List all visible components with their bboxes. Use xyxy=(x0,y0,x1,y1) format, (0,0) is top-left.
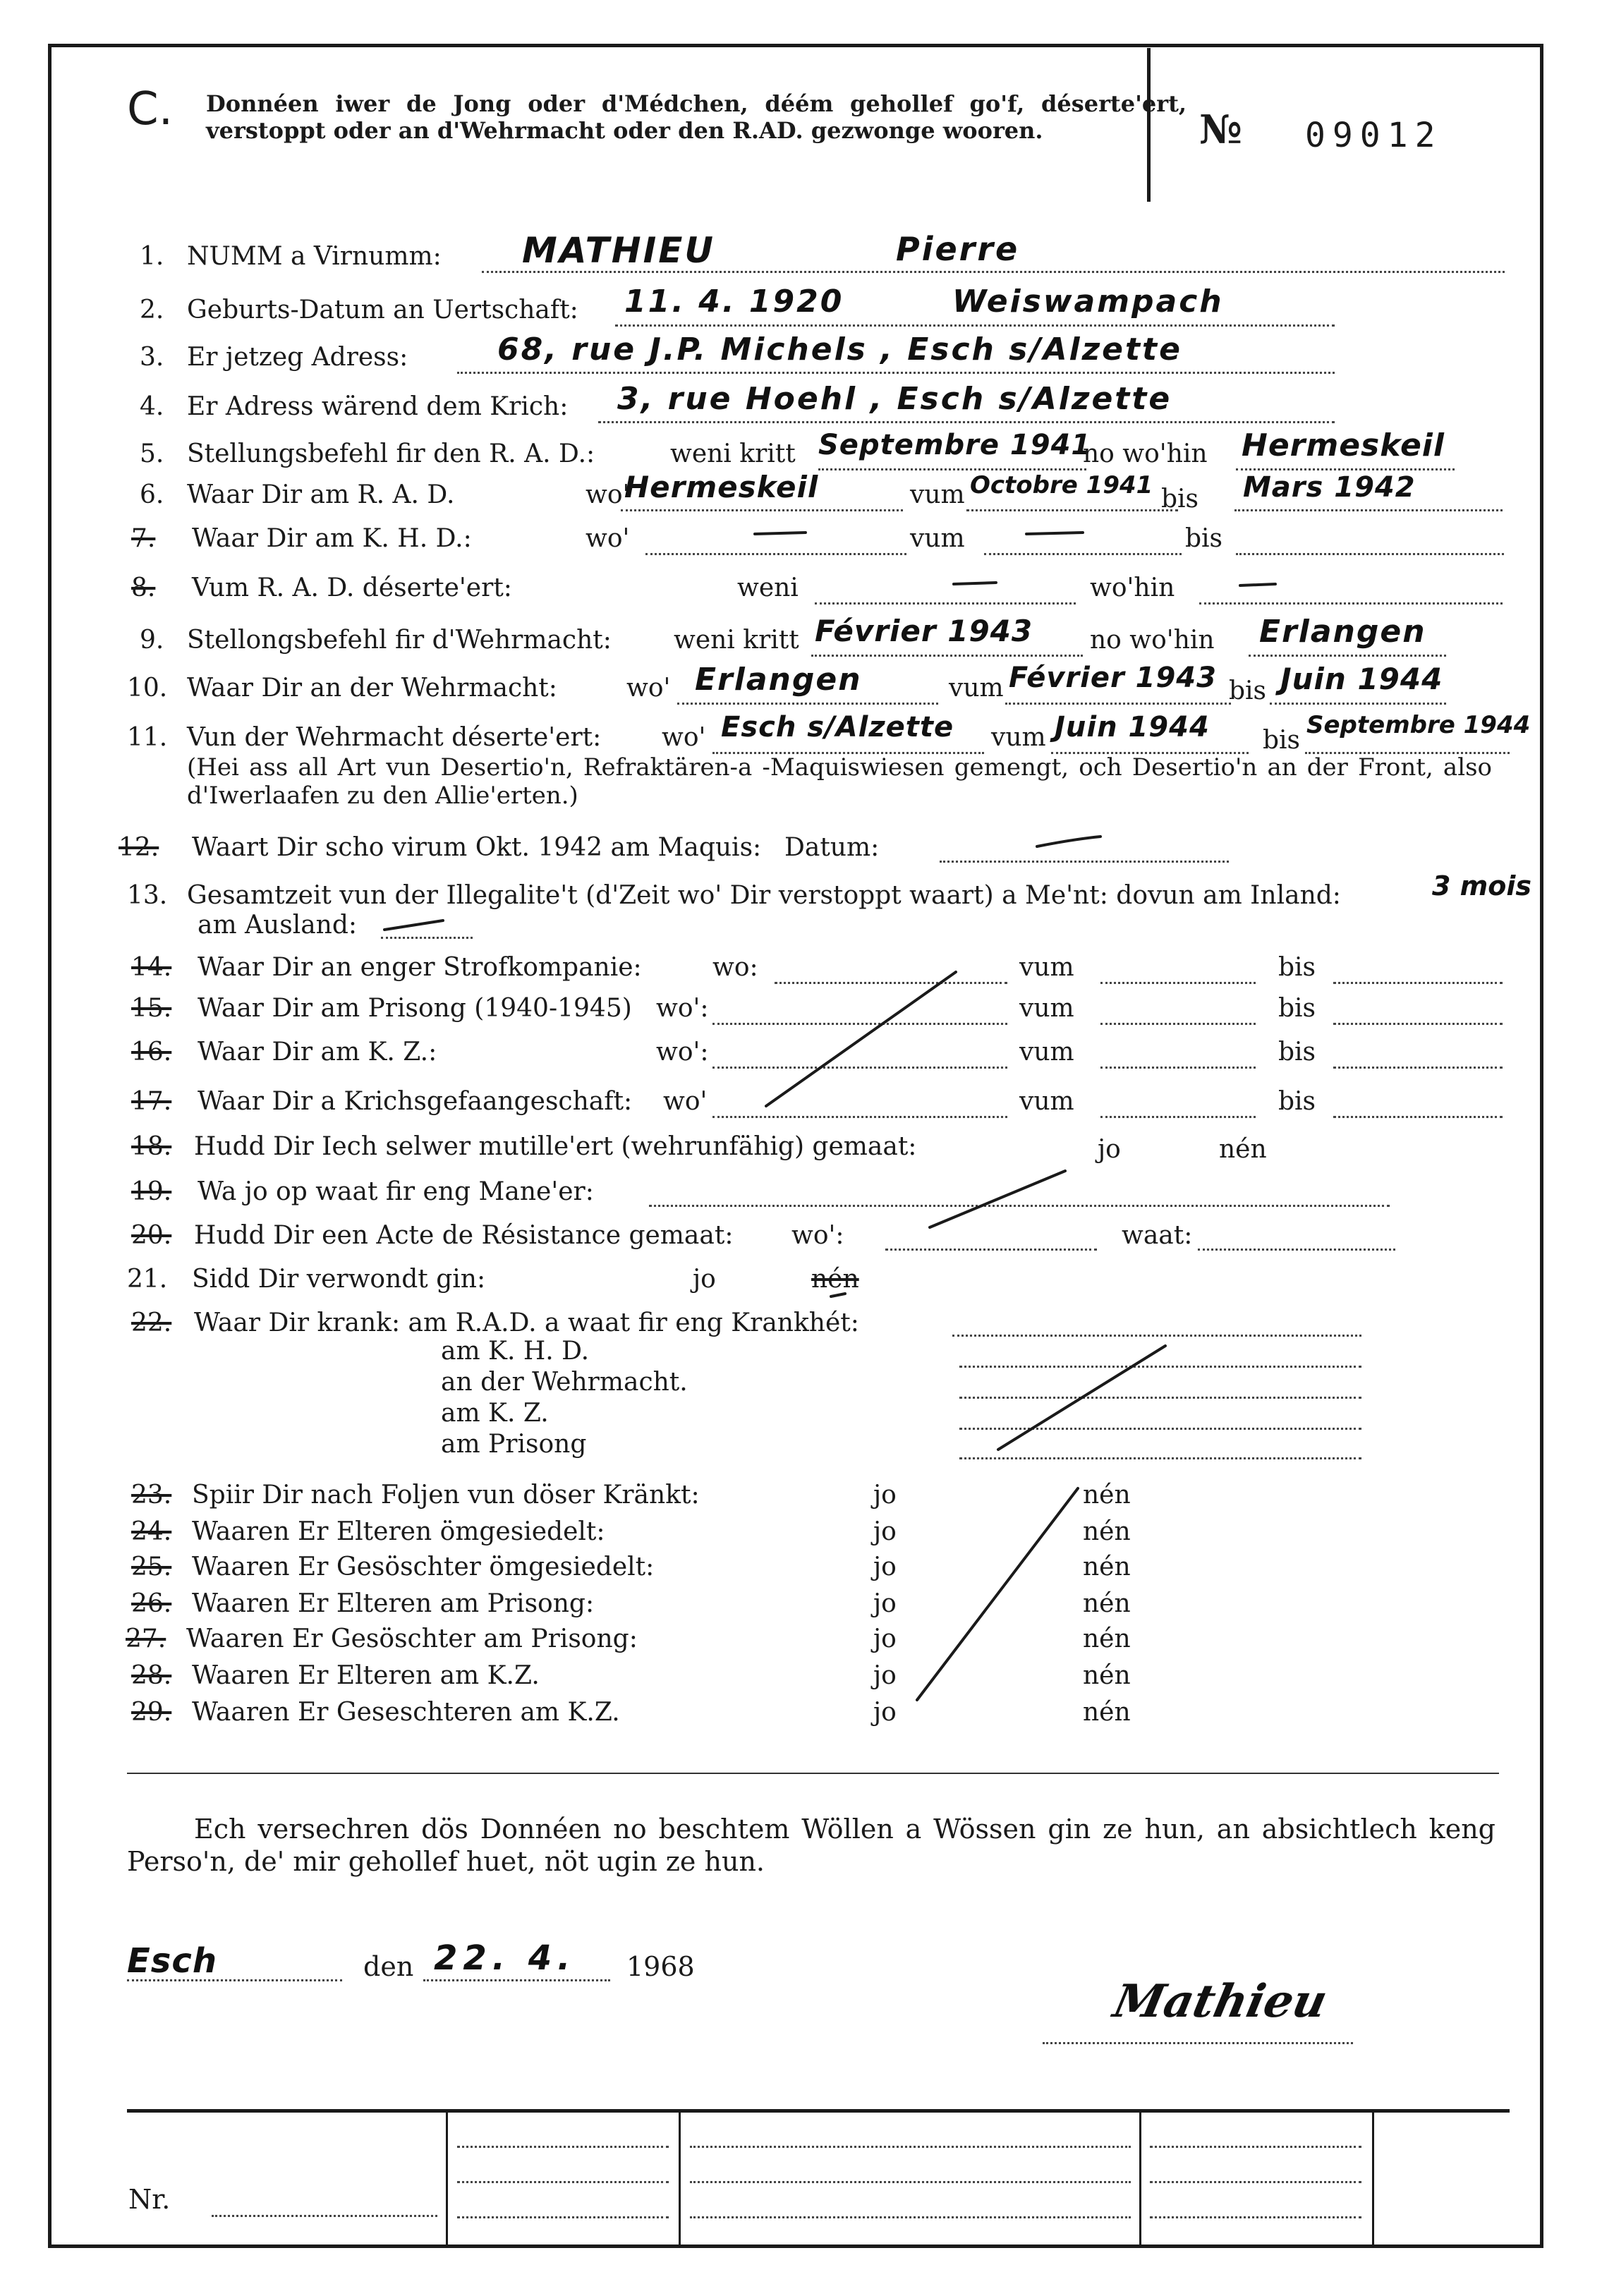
row-number: 22. xyxy=(131,1308,172,1337)
field-label: weni kritt xyxy=(670,439,796,468)
cancel-diagonal xyxy=(917,1488,1078,1700)
row-label-siblings-resettled: Waaren Er Gesöschter ömgesiedelt: xyxy=(192,1553,655,1581)
option-jo: jo xyxy=(873,1589,897,1618)
row-number: 4. xyxy=(140,392,164,421)
desertion-note: (Hei ass all Art vun Desertio'n, Refraktären-a -Maquiswiesen gemengt, och Desertio'n an der Front, also d'Iwerlaafen zu den Allie'erten.) xyxy=(187,753,1492,810)
dash-mark xyxy=(1240,584,1275,585)
abroad-label: am Ausland: xyxy=(198,911,358,940)
row-number: 25. xyxy=(131,1553,172,1581)
field-label: bis xyxy=(1161,485,1199,514)
wehrmacht-to-value: Juin 1944 xyxy=(1280,662,1443,696)
sick-sub-label: an der Wehrmacht. xyxy=(441,1368,688,1397)
den-label: den xyxy=(363,1951,414,1982)
option-nen-struck: nén xyxy=(811,1265,859,1294)
row-label-wehrmacht-order: Stellongsbefehl fir d'Wehrmacht: xyxy=(187,626,612,655)
field-label: bis xyxy=(1263,726,1301,755)
option-nen: nén xyxy=(1083,1698,1131,1727)
sick-sub-label: am Prisong xyxy=(441,1430,587,1459)
option-jo: jo xyxy=(873,1624,897,1653)
dash-mark xyxy=(755,533,806,534)
row-number: 18. xyxy=(131,1132,172,1161)
signature: Mathieu xyxy=(1109,1975,1332,2028)
row-label-khd: Waar Dir am K. H. D.: xyxy=(192,524,472,553)
option-nen: nén xyxy=(1083,1624,1131,1653)
section-letter: C. xyxy=(127,83,174,135)
field-label: waat: xyxy=(1122,1221,1193,1250)
row-number: 6. xyxy=(140,480,164,509)
row-number: 17. xyxy=(131,1087,172,1116)
row-label-parents-resettled: Waaren Er Elteren ömgesiedelt: xyxy=(192,1517,605,1546)
row-label-penal-company: Waar Dir an enger Strofkompanie: xyxy=(198,953,642,982)
cancel-diagonal xyxy=(998,1346,1165,1450)
illegality-inland-value: 3 mois xyxy=(1432,870,1532,901)
row-number: 10. xyxy=(127,674,168,703)
wehrmacht-place-value: Erlangen xyxy=(695,662,862,698)
row-label-rad: Waar Dir am R. A. D. xyxy=(187,480,455,509)
row-label-rad-order: Stellungsbefehl fir den R. A. D.: xyxy=(187,439,595,468)
field-label: vum xyxy=(1019,1087,1074,1116)
row-number: 1. xyxy=(140,242,164,271)
row-number: 12. xyxy=(119,833,159,862)
option-nen: nén xyxy=(1083,1481,1131,1510)
row-label-manner: Wa jo op waat fir eng Mane'er: xyxy=(198,1177,594,1206)
rad-from-value: Octobre 1941 xyxy=(970,471,1153,499)
option-jo: jo xyxy=(873,1517,897,1546)
rad-order-place-value: Hermeskeil xyxy=(1242,427,1445,463)
underline-mark xyxy=(831,1294,845,1296)
field-label: vum xyxy=(1019,994,1074,1023)
field-label: bis xyxy=(1185,524,1223,553)
wehrmacht-order-date-value: Février 1943 xyxy=(815,614,1033,648)
row-label-prison: Waar Dir am Prisong (1940-1945) xyxy=(198,994,632,1023)
field-label: wo'hin xyxy=(1090,573,1175,602)
rad-to-value: Mars 1942 xyxy=(1243,471,1416,504)
field-label: bis xyxy=(1278,994,1316,1023)
row-label-address: Er jetzeg Adress: xyxy=(187,343,408,372)
field-label: vum xyxy=(1019,953,1074,982)
document-number: 09012 xyxy=(1305,116,1443,155)
header-title: Donnéen iwer de Jong oder d'Médchen, déém gehollef go'f, déserte'ert, verstoppt oder an d'Wehrmacht oder den R.AD. gezwonge wooren. xyxy=(206,90,1187,144)
war-address-value: 3, rue Hoehl , Esch s/Alzette xyxy=(617,381,1172,417)
field-label: wo' xyxy=(585,480,630,509)
option-jo: jo xyxy=(693,1265,716,1294)
row-number: 11. xyxy=(127,723,168,752)
row-number: 14. xyxy=(131,953,172,982)
option-nen: nén xyxy=(1083,1553,1131,1581)
row-number: 19. xyxy=(131,1177,172,1206)
field-label: wo' xyxy=(585,524,630,553)
nr-label: Nr. xyxy=(128,2184,171,2215)
field-label: vum xyxy=(910,480,965,509)
dash-mark xyxy=(1037,837,1100,846)
sick-sub-label: am K. Z. xyxy=(441,1399,549,1428)
cancel-diagonal xyxy=(766,972,956,1106)
field-label: no wo'hin xyxy=(1090,626,1215,655)
option-nen: nén xyxy=(1083,1589,1131,1618)
field-label: Datum: xyxy=(784,833,880,862)
dash-mark xyxy=(384,921,443,930)
option-jo: jo xyxy=(873,1481,897,1510)
option-nen: nén xyxy=(1219,1135,1267,1164)
birth-date-value: 11. 4. 1920 xyxy=(624,284,844,320)
row-number: 16. xyxy=(131,1038,172,1067)
row-number: 21. xyxy=(127,1265,168,1294)
signing-year: 1968 xyxy=(626,1951,695,1982)
row-label-sick: Waar Dir krank: am R.A.D. a waat fir eng Krankhét: xyxy=(194,1308,859,1337)
row-label-war-address: Er Adress wärend dem Krich: xyxy=(187,392,569,421)
field-label: bis xyxy=(1278,953,1316,982)
option-jo: jo xyxy=(873,1661,897,1690)
field-label: vum xyxy=(949,674,1004,703)
field-label: wo': xyxy=(656,1038,709,1067)
firstname-value: Pierre xyxy=(896,230,1020,268)
row-label-parents-kz: Waaren Er Elteren am K.Z. xyxy=(192,1661,540,1690)
wehrmacht-from-value: Février 1943 xyxy=(1009,662,1217,694)
desert-from-value: Juin 1944 xyxy=(1055,711,1210,743)
row-number: 27. xyxy=(126,1624,166,1653)
number-sign: № xyxy=(1199,107,1242,153)
row-label-wehrmacht-desert: Vun der Wehrmacht déserte'ert: xyxy=(187,723,602,752)
signing-date-value: 22. 4. xyxy=(434,1938,576,1978)
field-label: wo': xyxy=(656,994,709,1023)
row-number: 15. xyxy=(131,994,172,1023)
option-jo: jo xyxy=(873,1553,897,1581)
signing-place-value: Esch xyxy=(127,1941,217,1981)
row-label-resistance: Hudd Dir een Acte de Résistance gemaat: xyxy=(194,1221,734,1250)
birthplace-value: Weiswampach xyxy=(952,284,1224,320)
desert-place-value: Esch s/Alzette xyxy=(721,711,954,743)
row-number: 28. xyxy=(131,1661,172,1690)
row-number: 23. xyxy=(131,1481,172,1510)
option-nen: nén xyxy=(1083,1661,1131,1690)
dash-mark xyxy=(954,583,996,584)
surname-value: MATHIEU xyxy=(522,230,715,271)
row-label-consequences: Spiir Dir nach Foljen vun döser Kränkt: xyxy=(192,1481,700,1510)
field-label: wo': xyxy=(791,1221,844,1250)
row-label-siblings-kz: Waaren Er Geseschteren am K.Z. xyxy=(192,1698,620,1727)
row-number: 3. xyxy=(140,343,164,372)
row-label-rad-desert: Vum R. A. D. déserte'ert: xyxy=(192,573,512,602)
row-number: 20. xyxy=(131,1221,172,1250)
row-number: 26. xyxy=(131,1589,172,1618)
field-label: bis xyxy=(1229,676,1267,705)
option-jo: jo xyxy=(873,1698,897,1727)
field-label: bis xyxy=(1278,1038,1316,1067)
field-label: weni xyxy=(737,573,799,602)
field-label: vum xyxy=(910,524,965,553)
rad-place-value: Hermeskeil xyxy=(624,470,819,504)
field-label: vum xyxy=(991,723,1046,752)
row-label-siblings-prison: Waaren Er Gesöschter am Prisong: xyxy=(186,1624,638,1653)
row-label-name: NUMM a Virnumm: xyxy=(187,242,442,271)
rad-order-date-value: Septembre 1941 xyxy=(818,429,1092,461)
row-number: 5. xyxy=(140,439,164,468)
wehrmacht-order-place-value: Erlangen xyxy=(1259,614,1426,650)
row-number: 24. xyxy=(131,1517,172,1546)
desert-to-value: Septembre 1944 xyxy=(1306,711,1531,739)
row-number: 8. xyxy=(131,573,156,602)
row-label-parents-prison: Waaren Er Elteren am Prisong: xyxy=(192,1589,595,1618)
row-label-maquis: Waart Dir scho virum Okt. 1942 am Maquis: xyxy=(192,833,762,862)
field-label: wo' xyxy=(626,674,671,703)
declaration-text: Ech versechren dös Donnéen no beschtem Wöllen a Wössen gin ze hun, an absichtlech keng Perso'n, de' mir gehollef huet, nöt ugin ze hun. xyxy=(127,1814,1495,1877)
row-label-kz: Waar Dir am K. Z.: xyxy=(198,1038,437,1067)
cancel-diagonal xyxy=(930,1171,1065,1227)
sick-sub-label: am K. H. D. xyxy=(441,1337,590,1366)
row-label-self-mutilation: Hudd Dir Iech selwer mutille'ert (wehrunfähig) gemaat: xyxy=(194,1132,917,1161)
row-number: 13. xyxy=(127,881,168,910)
field-label: weni kritt xyxy=(674,626,799,655)
option-jo: jo xyxy=(1098,1135,1121,1164)
row-number: 7. xyxy=(131,524,156,553)
row-label-wehrmacht: Waar Dir an der Wehrmacht: xyxy=(187,674,557,703)
option-nen: nén xyxy=(1083,1517,1131,1546)
row-label-illegality: Gesamtzeit vun der Illegalite't (d'Zeit wo' Dir verstoppt waart) a Me'nt: dovun am Inland: xyxy=(187,881,1341,910)
row-label-wounded: Sidd Dir verwondt gin: xyxy=(192,1265,486,1294)
row-number: 9. xyxy=(140,626,164,655)
field-label: wo: xyxy=(712,953,758,982)
field-label: vum xyxy=(1019,1038,1074,1067)
row-label-pow: Waar Dir a Krichsgefaangeschaft: xyxy=(198,1087,633,1116)
field-label: wo' xyxy=(663,1087,708,1116)
field-label: wo' xyxy=(662,723,706,752)
current-address-value: 68, rue J.P. Michels , Esch s/Alzette xyxy=(497,332,1182,368)
row-label-birth: Geburts-Datum an Uertschaft: xyxy=(187,296,578,324)
field-label: bis xyxy=(1278,1087,1316,1116)
dash-mark xyxy=(1026,533,1083,534)
row-number: 29. xyxy=(131,1698,172,1727)
row-number: 2. xyxy=(140,296,164,324)
field-label: no wo'hin xyxy=(1083,439,1208,468)
